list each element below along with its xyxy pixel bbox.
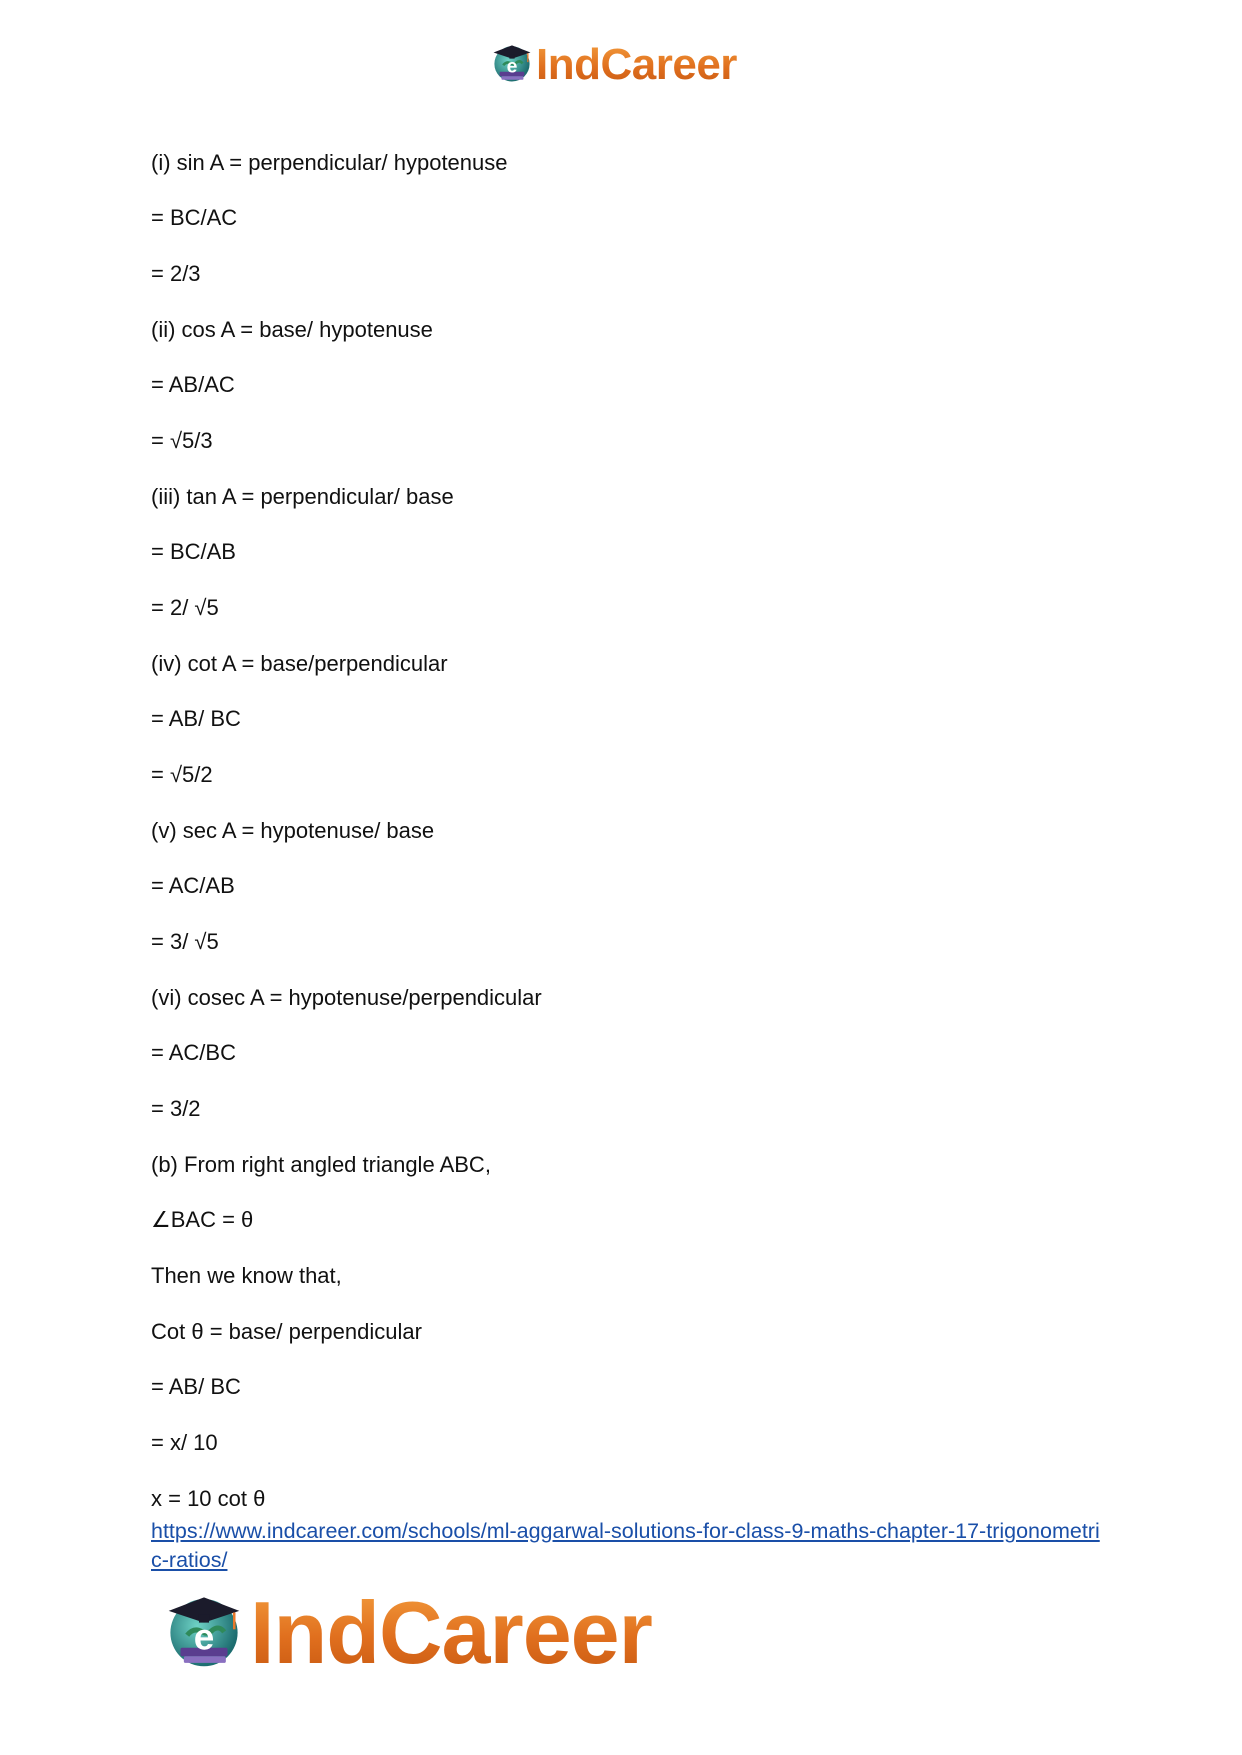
graduation-cap-globe-books-icon <box>162 1589 246 1678</box>
text-line: = BC/AB <box>151 539 236 564</box>
text-line: = 2/ √5 <box>151 595 219 620</box>
text-line: = AB/AC <box>151 372 235 397</box>
text-line: = √5/2 <box>151 762 213 787</box>
text-line: = 3/ √5 <box>151 929 219 954</box>
text-line: = 3/2 <box>151 1096 201 1121</box>
text-line: = BC/AC <box>151 205 238 230</box>
text-line: Then we know that, <box>151 1263 342 1288</box>
text-line: x = 10 cot θ <box>151 1486 266 1511</box>
text-line: = AC/AB <box>151 873 235 898</box>
text-line: = AB/ BC <box>151 706 241 731</box>
source-link[interactable]: https://www.indcareer.com/schools/ml-aggarwal-solutions-for-class-9-maths-chapter-17-trigonometric-ratios/ <box>151 1519 1100 1572</box>
text-line: (v) sec A = hypotenuse/ base <box>151 818 435 843</box>
text-line: = 2/3 <box>151 261 201 286</box>
text-line: = √5/3 <box>151 428 213 453</box>
text-line: (iii) tan A = perpendicular/ base <box>151 484 454 509</box>
text-line: = AB/ BC <box>151 1374 241 1399</box>
text-line: = AC/BC <box>151 1040 236 1065</box>
text-line: (ii) cos A = base/ hypotenuse <box>151 317 433 342</box>
footer-logo <box>162 1583 652 1682</box>
footer-logo-text: IndCareer <box>250 1583 652 1682</box>
text-line: Cot θ = base/ perpendicular <box>151 1319 422 1344</box>
text-line: (iv) cot A = base/perpendicular <box>151 651 448 676</box>
svg-text:e: e <box>506 55 518 78</box>
header-logo <box>490 40 737 90</box>
text-line: = x/ 10 <box>151 1430 218 1455</box>
text-line: (vi) cosec A = hypotenuse/perpendicular <box>151 985 542 1010</box>
text-line: (b) From right angled triangle ABC, <box>151 1152 491 1177</box>
text-line: (i) sin A = perpendicular/ hypotenuse <box>151 150 508 175</box>
svg-text:e: e <box>193 1615 215 1657</box>
graduation-cap-globe-books-icon <box>490 41 534 90</box>
text-line: ∠BAC = θ <box>151 1207 254 1232</box>
header-logo-text: IndCareer <box>536 40 737 89</box>
